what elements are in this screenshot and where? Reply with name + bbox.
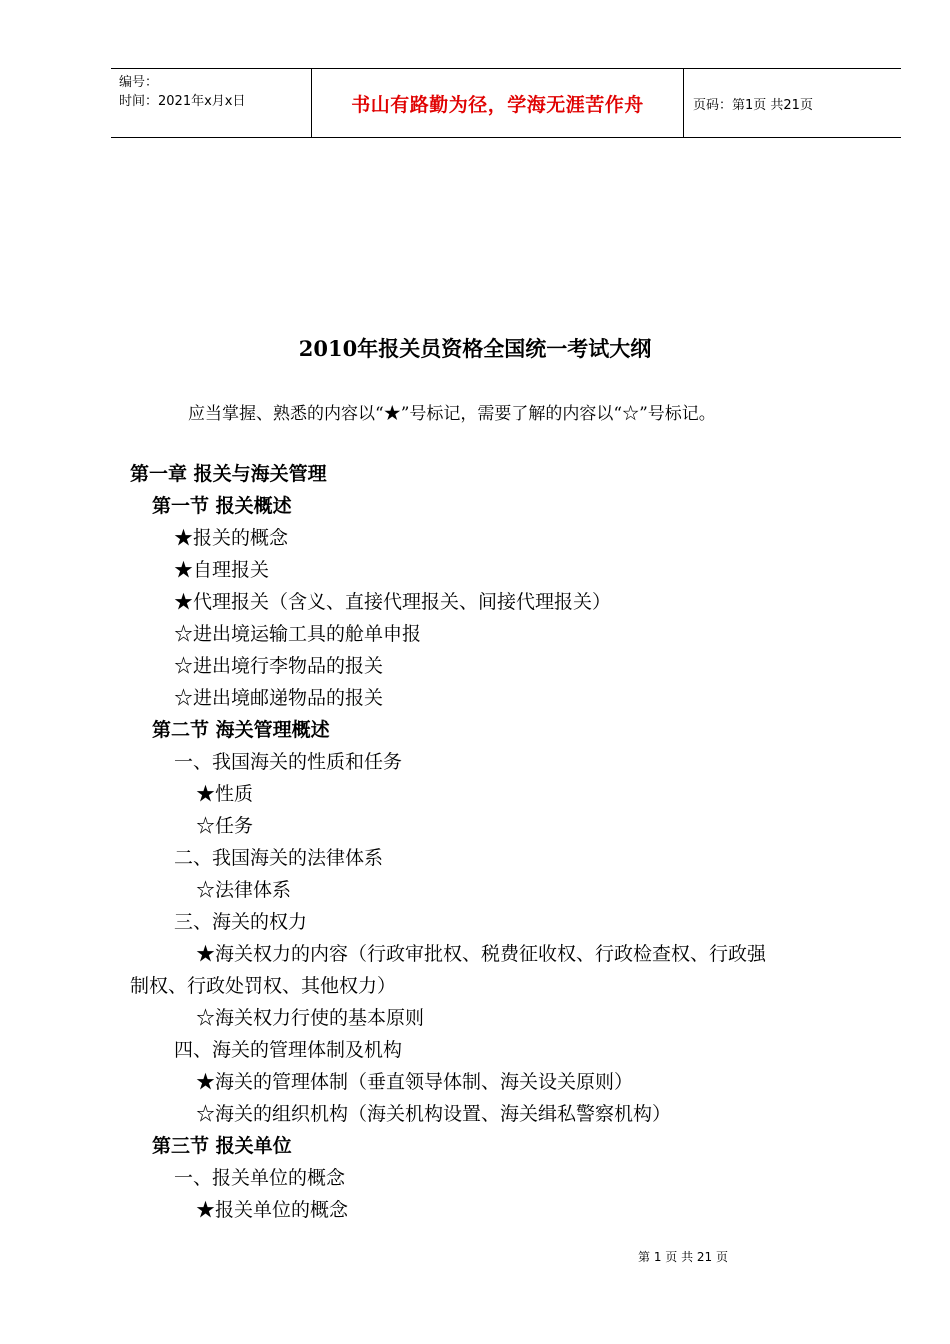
outline-item: ☆进出境行李物品的报关 (174, 655, 384, 677)
document-title: 2010年报关员资格全国统一考试大纲 (298, 336, 652, 361)
outline-subheading: 四、海关的管理体制及机构 (174, 1039, 403, 1061)
header-motto-cell (312, 69, 684, 137)
outline-item: ☆海关的组织机构（海关机构设置、海关缉私警察机构） (196, 1103, 672, 1125)
outline-item: ☆海关权力行使的基本原则 (196, 1007, 425, 1029)
outline-item: ★海关权力的内容（行政审批权、税费征收权、行政检查权、行政强 (196, 943, 767, 965)
number-label: 编号： (119, 75, 159, 90)
outline-subheading: 二、我国海关的法律体系 (174, 847, 384, 869)
outline-item: ★代理报关（含义、直接代理报关、间接代理报关） (174, 591, 612, 613)
header-meta (111, 69, 312, 137)
outline-item: ☆法律体系 (196, 879, 292, 901)
outline-item: ★报关的概念 (174, 527, 289, 549)
outline-item: ★报关单位的概念 (196, 1199, 349, 1221)
section-heading: 第一节 报关概述 (152, 495, 292, 517)
time-label: 时间：2021年x月x日 (119, 94, 246, 109)
section-heading: 第三节 报关单位 (152, 1135, 292, 1157)
outline-item: ☆进出境运输工具的舱单申报 (174, 623, 422, 645)
page-header (111, 68, 901, 138)
outline-item: ★自理报关 (174, 559, 270, 581)
page-footer: 第 1 页 共 21 页 (638, 1250, 728, 1264)
outline-item: ☆任务 (196, 815, 254, 837)
document-intro: 应当掌握、熟悉的内容以“★”号标记，需要了解的内容以“☆”号标记。 (188, 404, 716, 424)
section-heading: 第二节 海关管理概述 (152, 719, 330, 741)
outline-item-continued: 制权、行政处罚权、其他权力） (130, 975, 397, 997)
header-motto: 书山有路勤为径，学海无涯苦作舟 (351, 93, 644, 116)
outline-subheading: 一、我国海关的性质和任务 (174, 751, 403, 773)
outline-subheading: 一、报关单位的概念 (174, 1167, 346, 1189)
outline-item: ★海关的管理体制（垂直领导体制、海关设关原则） (196, 1071, 634, 1093)
header-page-cell (684, 69, 901, 137)
outline-item: ★性质 (196, 783, 254, 805)
outline-subheading: 三、海关的权力 (174, 911, 308, 933)
outline-item: ☆进出境邮递物品的报关 (174, 687, 384, 709)
header-page-label: 页码：第1页 共21页 (693, 97, 813, 113)
chapter-heading: 第一章 报关与海关管理 (130, 463, 327, 485)
